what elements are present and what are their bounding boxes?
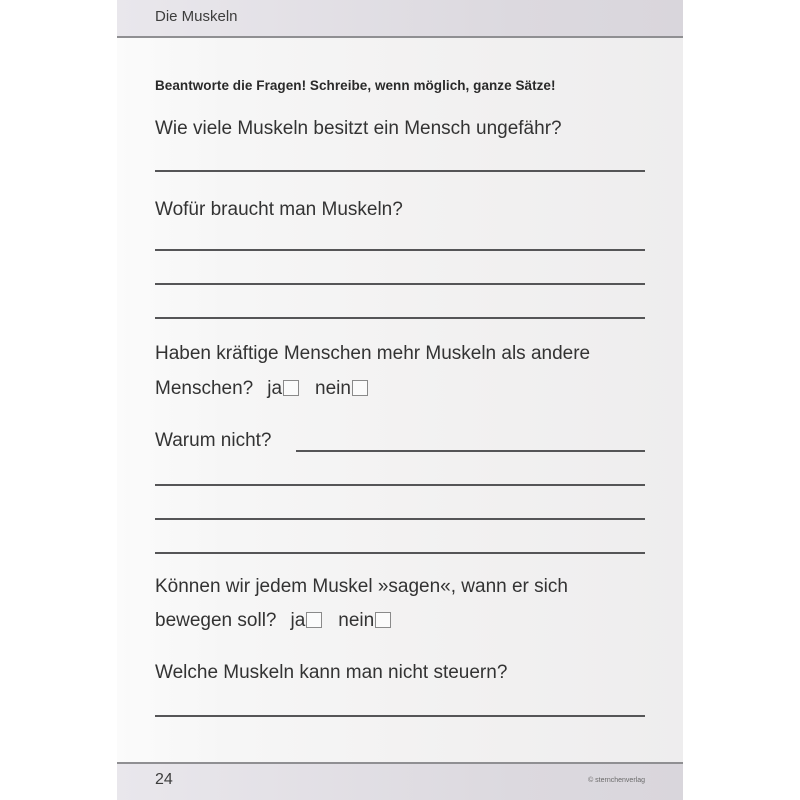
copyright-text: © sternchenverlag (588, 777, 645, 784)
answer-line-q2-3[interactable] (155, 317, 645, 319)
page-number: 24 (155, 771, 173, 788)
page-footer (117, 762, 683, 800)
checkbox-ja[interactable] (283, 380, 299, 396)
answer-line-q4-2[interactable] (155, 484, 645, 486)
option-nein-label: nein (315, 378, 351, 399)
page-title: Die Muskeln (155, 8, 238, 25)
answer-line-q4-3[interactable] (155, 518, 645, 520)
page-header (117, 0, 683, 38)
answer-line-q2-1[interactable] (155, 249, 645, 251)
checkbox-ja[interactable] (306, 612, 322, 628)
answer-line-q4-1[interactable] (296, 450, 645, 452)
question-5-line-2 (155, 610, 391, 632)
question-4: Warum nicht? (155, 430, 272, 451)
checkbox-nein[interactable] (352, 380, 368, 396)
instruction-text: Beantworte die Fragen! Schreibe, wenn möglich, ganze Sätze! (155, 78, 556, 93)
question-3-line-2 (155, 378, 368, 400)
option-nein-label: nein (338, 610, 375, 631)
question-3-line-1: Haben kräftige Menschen mehr Muskeln als andere (155, 343, 591, 364)
option-ja-label: ja (267, 378, 283, 399)
question-3-text: Menschen? (155, 378, 254, 399)
checkbox-nein[interactable] (375, 612, 391, 628)
answer-line-q2-2[interactable] (155, 283, 645, 285)
question-6: Welche Muskeln kann man nicht steuern? (155, 662, 508, 683)
answer-line-q4-4[interactable] (155, 552, 645, 554)
question-5-line-1: Können wir jedem Muskel »sagen«, wann er sich (155, 576, 568, 597)
answer-line-q6-1[interactable] (155, 715, 645, 717)
worksheet-page (117, 0, 683, 800)
question-1: Wie viele Muskeln besitzt ein Mensch ungefähr? (155, 118, 562, 139)
answer-line-q1-1[interactable] (155, 170, 645, 172)
question-2: Wofür braucht man Muskeln? (155, 199, 403, 220)
question-5-text: bewegen soll? (155, 610, 277, 631)
option-ja-label: ja (290, 610, 306, 631)
